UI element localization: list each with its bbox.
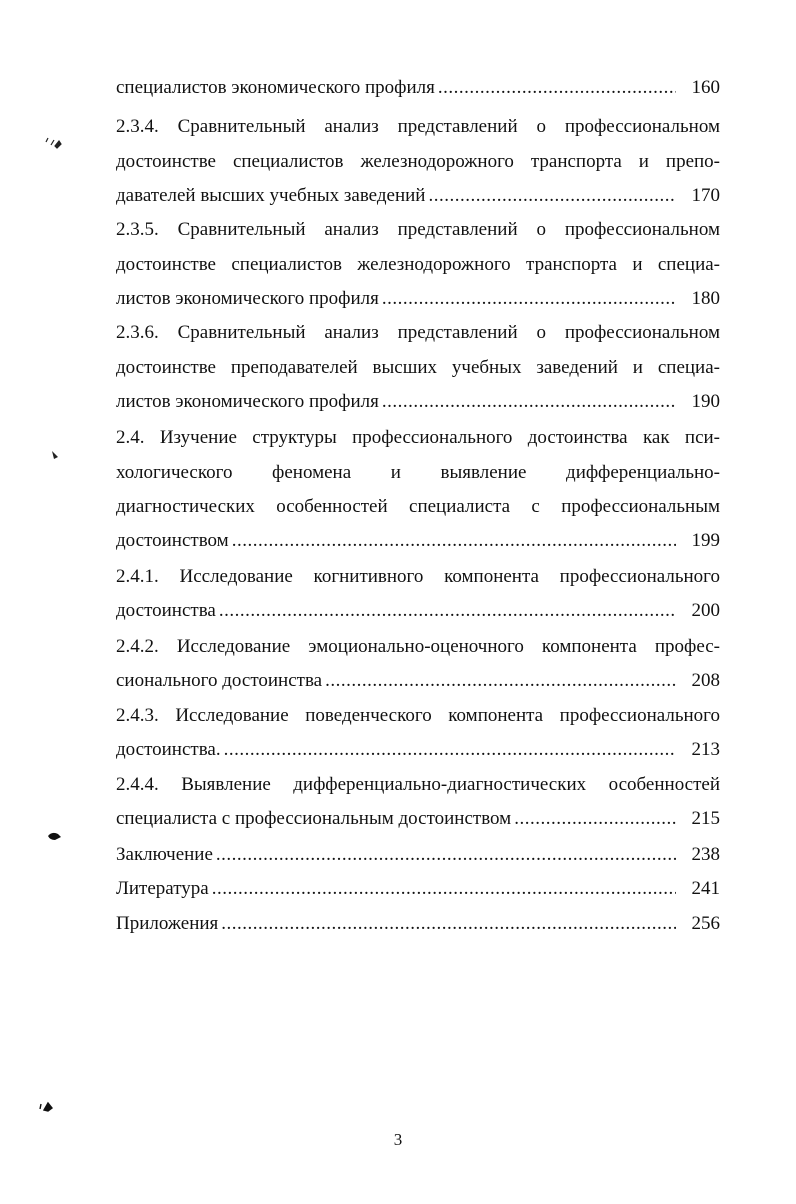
page-number: 3 — [393, 1130, 403, 1149]
scan-speck — [46, 830, 64, 842]
toc-entry-title: специалиста с профессиональным достоинством — [116, 808, 512, 829]
toc-entry-title: достоинства — [116, 600, 216, 621]
toc-entry-title: листов экономического профиля — [116, 391, 379, 412]
dot-leader — [438, 71, 676, 105]
toc-entry-title: сионального достоинства — [116, 670, 323, 691]
toc-page-number: 208 — [691, 670, 720, 691]
toc-entry — [116, 179, 720, 213]
toc-entry-line: 2.4.4. Выявление дифференциально-диагностических особенностей — [116, 774, 720, 795]
toc-entry-line: достоинстве специалистов железнодорожного транспорта и специа- — [116, 254, 720, 275]
dot-leader — [382, 282, 676, 316]
scan-speck — [48, 448, 62, 462]
toc-page-number: 215 — [691, 808, 720, 829]
toc-entry-line: 2.4.2. Исследование эмоционально-оценочного компонента профес- — [116, 636, 720, 657]
dot-leader — [216, 838, 676, 872]
toc-entry-title: достоинства. — [116, 739, 221, 760]
toc-page-number: 213 — [691, 739, 720, 760]
toc-entry-line: 2.3.6. Сравнительный анализ представлений о профессиональном — [116, 322, 720, 343]
toc-entry-title: специалистов экономического профиля — [116, 77, 435, 98]
dot-leader — [219, 594, 676, 628]
toc-entry — [116, 838, 720, 872]
toc-page-number: 200 — [691, 600, 720, 621]
toc-entry — [116, 802, 720, 836]
toc-entry-line: достоинстве специалистов железнодорожного транспорта и препо- — [116, 151, 720, 172]
dot-leader — [325, 664, 676, 698]
toc-entry-title: Заключение — [116, 844, 213, 865]
toc-entry-line: 2.4.3. Исследование поведенческого компонента профессионального — [116, 705, 720, 726]
dot-leader — [382, 385, 676, 419]
toc-entry — [116, 872, 720, 906]
toc-entry-title: листов экономического профиля — [116, 288, 379, 309]
toc-page-number: 190 — [691, 391, 720, 412]
toc-entry-line: 2.4.1. Исследование когнитивного компонента профессионального — [116, 566, 720, 587]
scan-speck — [38, 1100, 56, 1114]
toc-page-number: 241 — [691, 878, 720, 899]
toc-page-number: 180 — [691, 288, 720, 309]
toc-entry-line: достоинстве преподавателей высших учебных заведений и специа- — [116, 357, 720, 378]
dot-leader — [224, 733, 676, 767]
toc-entry — [116, 524, 720, 558]
toc-entry-title: достоинством — [116, 530, 229, 551]
toc-entry-line: 2.3.4. Сравнительный анализ представлений о профессиональном — [116, 116, 720, 137]
toc-page-number: 170 — [691, 185, 720, 206]
toc-entry — [116, 71, 720, 105]
toc-entry — [116, 664, 720, 698]
toc-entry-title: давателей высших учебных заведений — [116, 185, 426, 206]
dot-leader — [221, 907, 676, 941]
toc-entry-line: диагностических особенностей специалиста с профессиональным — [116, 496, 720, 517]
toc-page-number: 238 — [691, 844, 720, 865]
toc-entry-title: Приложения — [116, 913, 219, 934]
toc-entry — [116, 282, 720, 316]
dot-leader — [212, 872, 676, 906]
toc-entry — [116, 907, 720, 941]
toc-page-number: 160 — [691, 77, 720, 98]
dot-leader — [514, 802, 676, 836]
scan-speck — [44, 136, 66, 150]
toc-entry — [116, 733, 720, 767]
toc-entry-title: Литература — [116, 878, 209, 899]
toc-entry-line: 2.4. Изучение структуры профессионального достоинства как пси- — [116, 427, 720, 448]
dot-leader — [232, 524, 676, 558]
toc-entry-line: 2.3.5. Сравнительный анализ представлений о профессиональном — [116, 219, 720, 240]
toc-page-number: 256 — [691, 913, 720, 934]
dot-leader — [428, 179, 676, 213]
toc-entry — [116, 385, 720, 419]
toc-entry — [116, 594, 720, 628]
toc-entry-line: хологического феномена и выявление дифференциально- — [116, 462, 720, 483]
toc-page-number: 199 — [691, 530, 720, 551]
